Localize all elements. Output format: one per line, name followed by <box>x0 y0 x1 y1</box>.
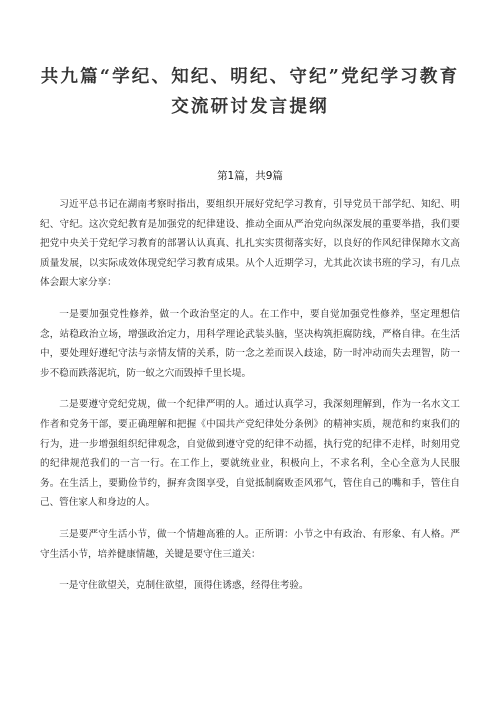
paragraph-point-2: 二是要遵守党纪党规，做一个纪律严明的人。通过认真学习，我深刻理解到，作为一名水文工作者和党务干部，要正确理解和把握《中国共产党纪律处分条例》的精神实质，规范和约束我们的行为，进一步增强组织纪律观念，自觉做到遵守党的纪律不动摇，执行党的纪律不走样，时刻用党的纪律规范我们的一言一行。在工作上，要就统业业，积极向上，不求名利，全心全意为人民服务。在生活上，要勤俭节约，摒弃贪图享受，自觉抵制腐败歪风邪气，管住自己的嘴和手，管住自己、管住家人和身边的人。 <box>40 399 460 509</box>
title-line-1: 共九篇“学纪、知纪、明纪、守纪”党纪学习教育 <box>40 67 460 87</box>
paragraph-point-3: 三是要严守生活小节，做一个情趣高雅的人。正所谓：小节之中有政治、有形象、有人格。严守生活小节，培养健康情趣，关键是要守住三道关： <box>40 528 460 560</box>
document-title <box>40 62 460 122</box>
paragraph-intro: 习近平总书记在湖南考察时指出，要组织开展好党纪学习教育，引导党员干部学纪、知纪、明纪、守纪。这次党纪教育是加强党的纪律建设、推动全面从严治党向纵深发展的重要举措，我们要把党中央关于党纪学习教育的部署认认真真、扎扎实实贯彻落实好，以良好的作风纪律保障水文高质量发展，以实际成效体现党纪学习教育成果。从个人近期学习，尤其此次读书班的学习，有几点体会跟大家分享： <box>40 199 460 289</box>
paragraph-point-1: 一是要加强党性修养，做一个政治坚定的人。在工作中，要自觉加强党性修养，坚定理想信念，站稳政治立场，增强政治定力，用科学理论武装头脑，坚决构筑拒腐防线，严格自律。在生活中，要处理好遵纪守法与亲情友情的关系，防一念之差而误入歧途，防一时冲动而失去理智，防一步不稳而跌落泥坑，防一蚁之穴而毁掉千里长堤。 <box>40 308 460 379</box>
paragraph-subpoint-1: 一是守住欲望关，克制住欲望，顶得住诱惑，经得住考验。 <box>59 580 309 592</box>
section-label: 第1篇，共9篇 <box>217 170 283 182</box>
title-line-2: 交流研讨发言提纲 <box>171 97 329 117</box>
